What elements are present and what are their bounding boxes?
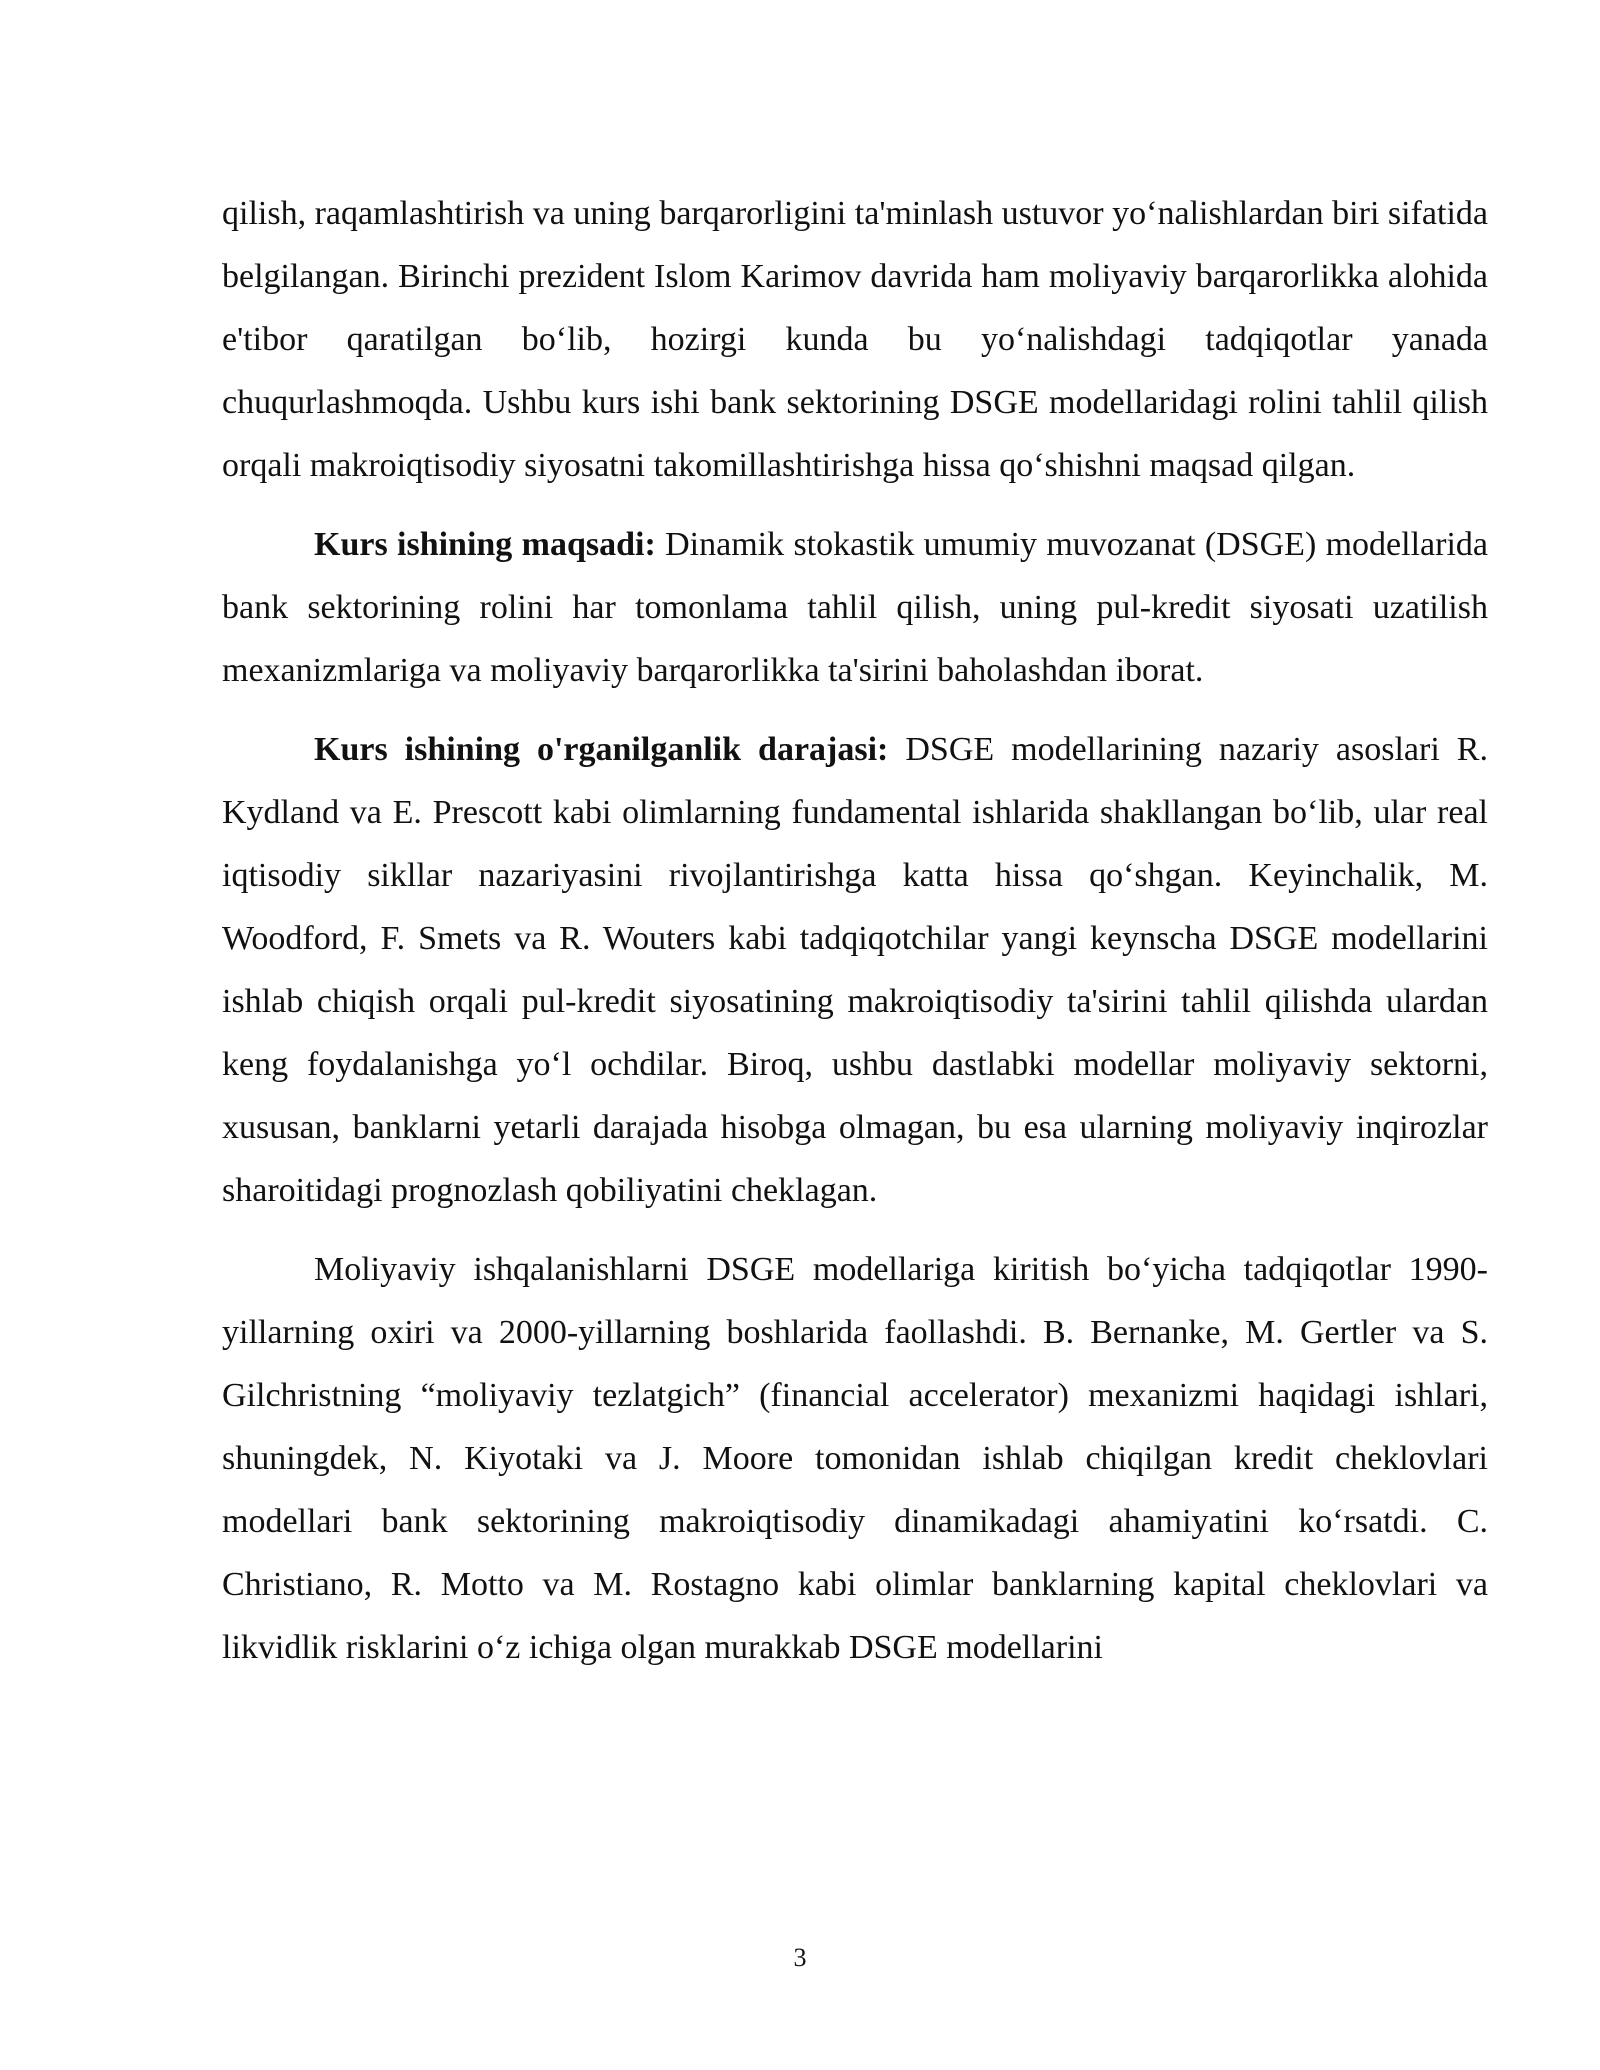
paragraph-text: Moliyaviy ishqalanishlarni DSGE modellariga kiritish bo‘yicha tadqiqotlar 1990-yillarning oxiri va 2000-yillarning boshlarida faollashdi. B. Bernanke, M. Gertler va S. Gilchristning “moliyaviy tezlatgich” (financial accelerator) mexanizmi haqidagi ishlari, shuningdek, N. Kiyotaki va J. Moore tomonidan ishlab chiqilgan kredit cheklovlari modellari bank sektorining makroiqtisodiy dinamikadagi ahamiyatini ko‘rsatdi. C. Christiano, R. Motto va M. Rostagno kabi olimlar banklarning kapital cheklovlari va likvidlik risklarini o‘z ichiga olgan murakkab DSGE modellarini	[222, 1251, 1488, 1666]
document-body	[222, 182, 1488, 1679]
page-number: 3	[793, 1943, 807, 1972]
paragraph-course-goal	[222, 513, 1488, 702]
paragraph-continuation	[222, 182, 1488, 497]
paragraph-heading: Kurs ishining maqsadi:	[314, 526, 656, 563]
paragraph-text: DSGE modellarining nazariy asoslari R. Kydland va E. Prescott kabi olimlarning fundamental ishlarida shakllangan bo‘lib, ular real iqtisodiy sikllar nazariyasini rivojlantirishga katta hissa qo‘shgan. Keyinchalik, M. Woodford, F. Smets va R. Wouters kabi tadqiqotchilar yangi keynscha DSGE modellarini ishlab chiqish orqali pul-kredit siyosatining makroiqtisodiy ta'sirini tahlil qilishda ulardan keng foydalanishga yo‘l ochdilar. Biroq, ushbu dastlabki modellar moliyaviy sektorni, xususan, banklarni yetarli darajada hisobga olmagan, bu esa ularning moliyaviy inqirozlar sharoitidagi prognozlash qobiliyatini cheklagan.	[222, 731, 1488, 1209]
paragraph-study-level	[222, 718, 1488, 1222]
paragraph-heading: Kurs ishining o'rganilganlik darajasi:	[314, 731, 889, 768]
paragraph-financial-frictions	[222, 1238, 1488, 1679]
paragraph-text: Dinamik stokastik umumiy muvozanat (DSGE) modellarida bank sektorining rolini har tomonlama tahlil qilish, uning pul-kredit siyosati uzatilish mexanizmlariga va moliyaviy barqarorlikka ta'sirini baholashdan iborat.	[222, 526, 1488, 689]
paragraph-text: qilish, raqamlashtirish va uning barqarorligini ta'minlash ustuvor yo‘nalishlardan biri sifatida belgilangan. Birinchi prezident Islom Karimov davrida ham moliyaviy barqarorlikka alohida e'tibor qaratilgan bo‘lib, hozirgi kunda bu yo‘nalishdagi tadqiqotlar yanada chuqurlashmoqda. Ushbu kurs ishi bank sektorining DSGE modellaridagi rolini tahlil qilish orqali makroiqtisodiy siyosatni takomillashtirishga hissa qo‘shishni maqsad qilgan.	[222, 195, 1488, 484]
